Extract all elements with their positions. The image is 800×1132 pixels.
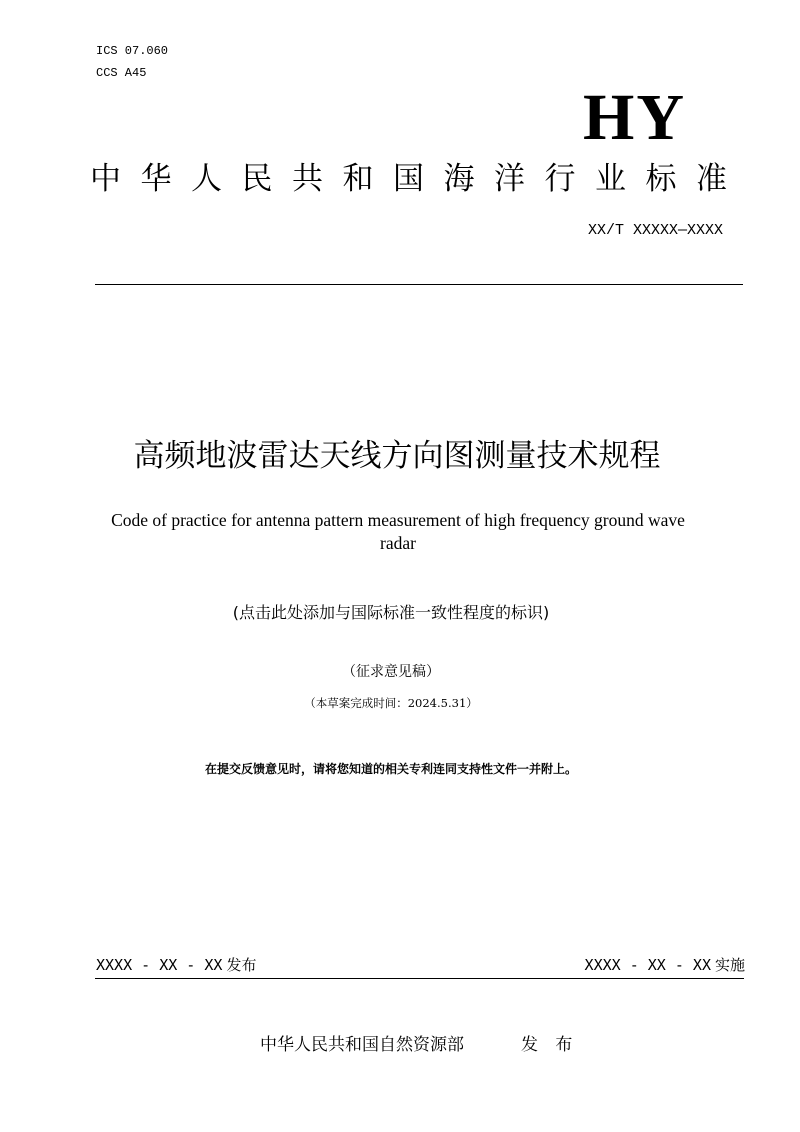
implementation-word: 实施 — [714, 956, 745, 974]
publish-word: 发 布 — [521, 1035, 579, 1055]
patent-notice: 在提交反馈意见时，请将您知道的相关专利连同支持性文件一并附上。 — [204, 762, 577, 776]
document-title-english: Code of practice for antenna pattern measurement of high frequency ground wave radar — [111, 510, 685, 553]
bottom-divider — [95, 978, 744, 979]
publisher: 中华人民共和国自然资源部 — [260, 1035, 464, 1055]
implementation-date: XXXX - XX - XX — [584, 956, 711, 974]
issue-word: 发布 — [226, 956, 257, 974]
ics-code: ICS 07.060 — [96, 44, 169, 58]
industry-standard-title: 中华人民共和国海洋行业标准 — [90, 161, 747, 197]
draft-completion-time: （本草案完成时间：2024.5.31） — [304, 696, 478, 710]
draft-status: （征求意见稿） — [342, 664, 440, 680]
issue-date-line — [96, 954, 256, 976]
implementation-date-line — [585, 954, 745, 976]
issue-date: XXXX - XX - XX — [96, 956, 223, 974]
document-title-chinese: 高频地波雷达天线方向图测量技术规程 — [133, 438, 661, 474]
hy-logo: HY — [583, 81, 686, 154]
top-divider — [95, 284, 743, 285]
standard-number: XX/T XXXXX—XXXX — [587, 222, 723, 239]
ccs-code: CCS A45 — [96, 66, 147, 80]
consistency-note[interactable]: (点击此处添加与国际标准一致性程度的标识) — [232, 603, 550, 622]
